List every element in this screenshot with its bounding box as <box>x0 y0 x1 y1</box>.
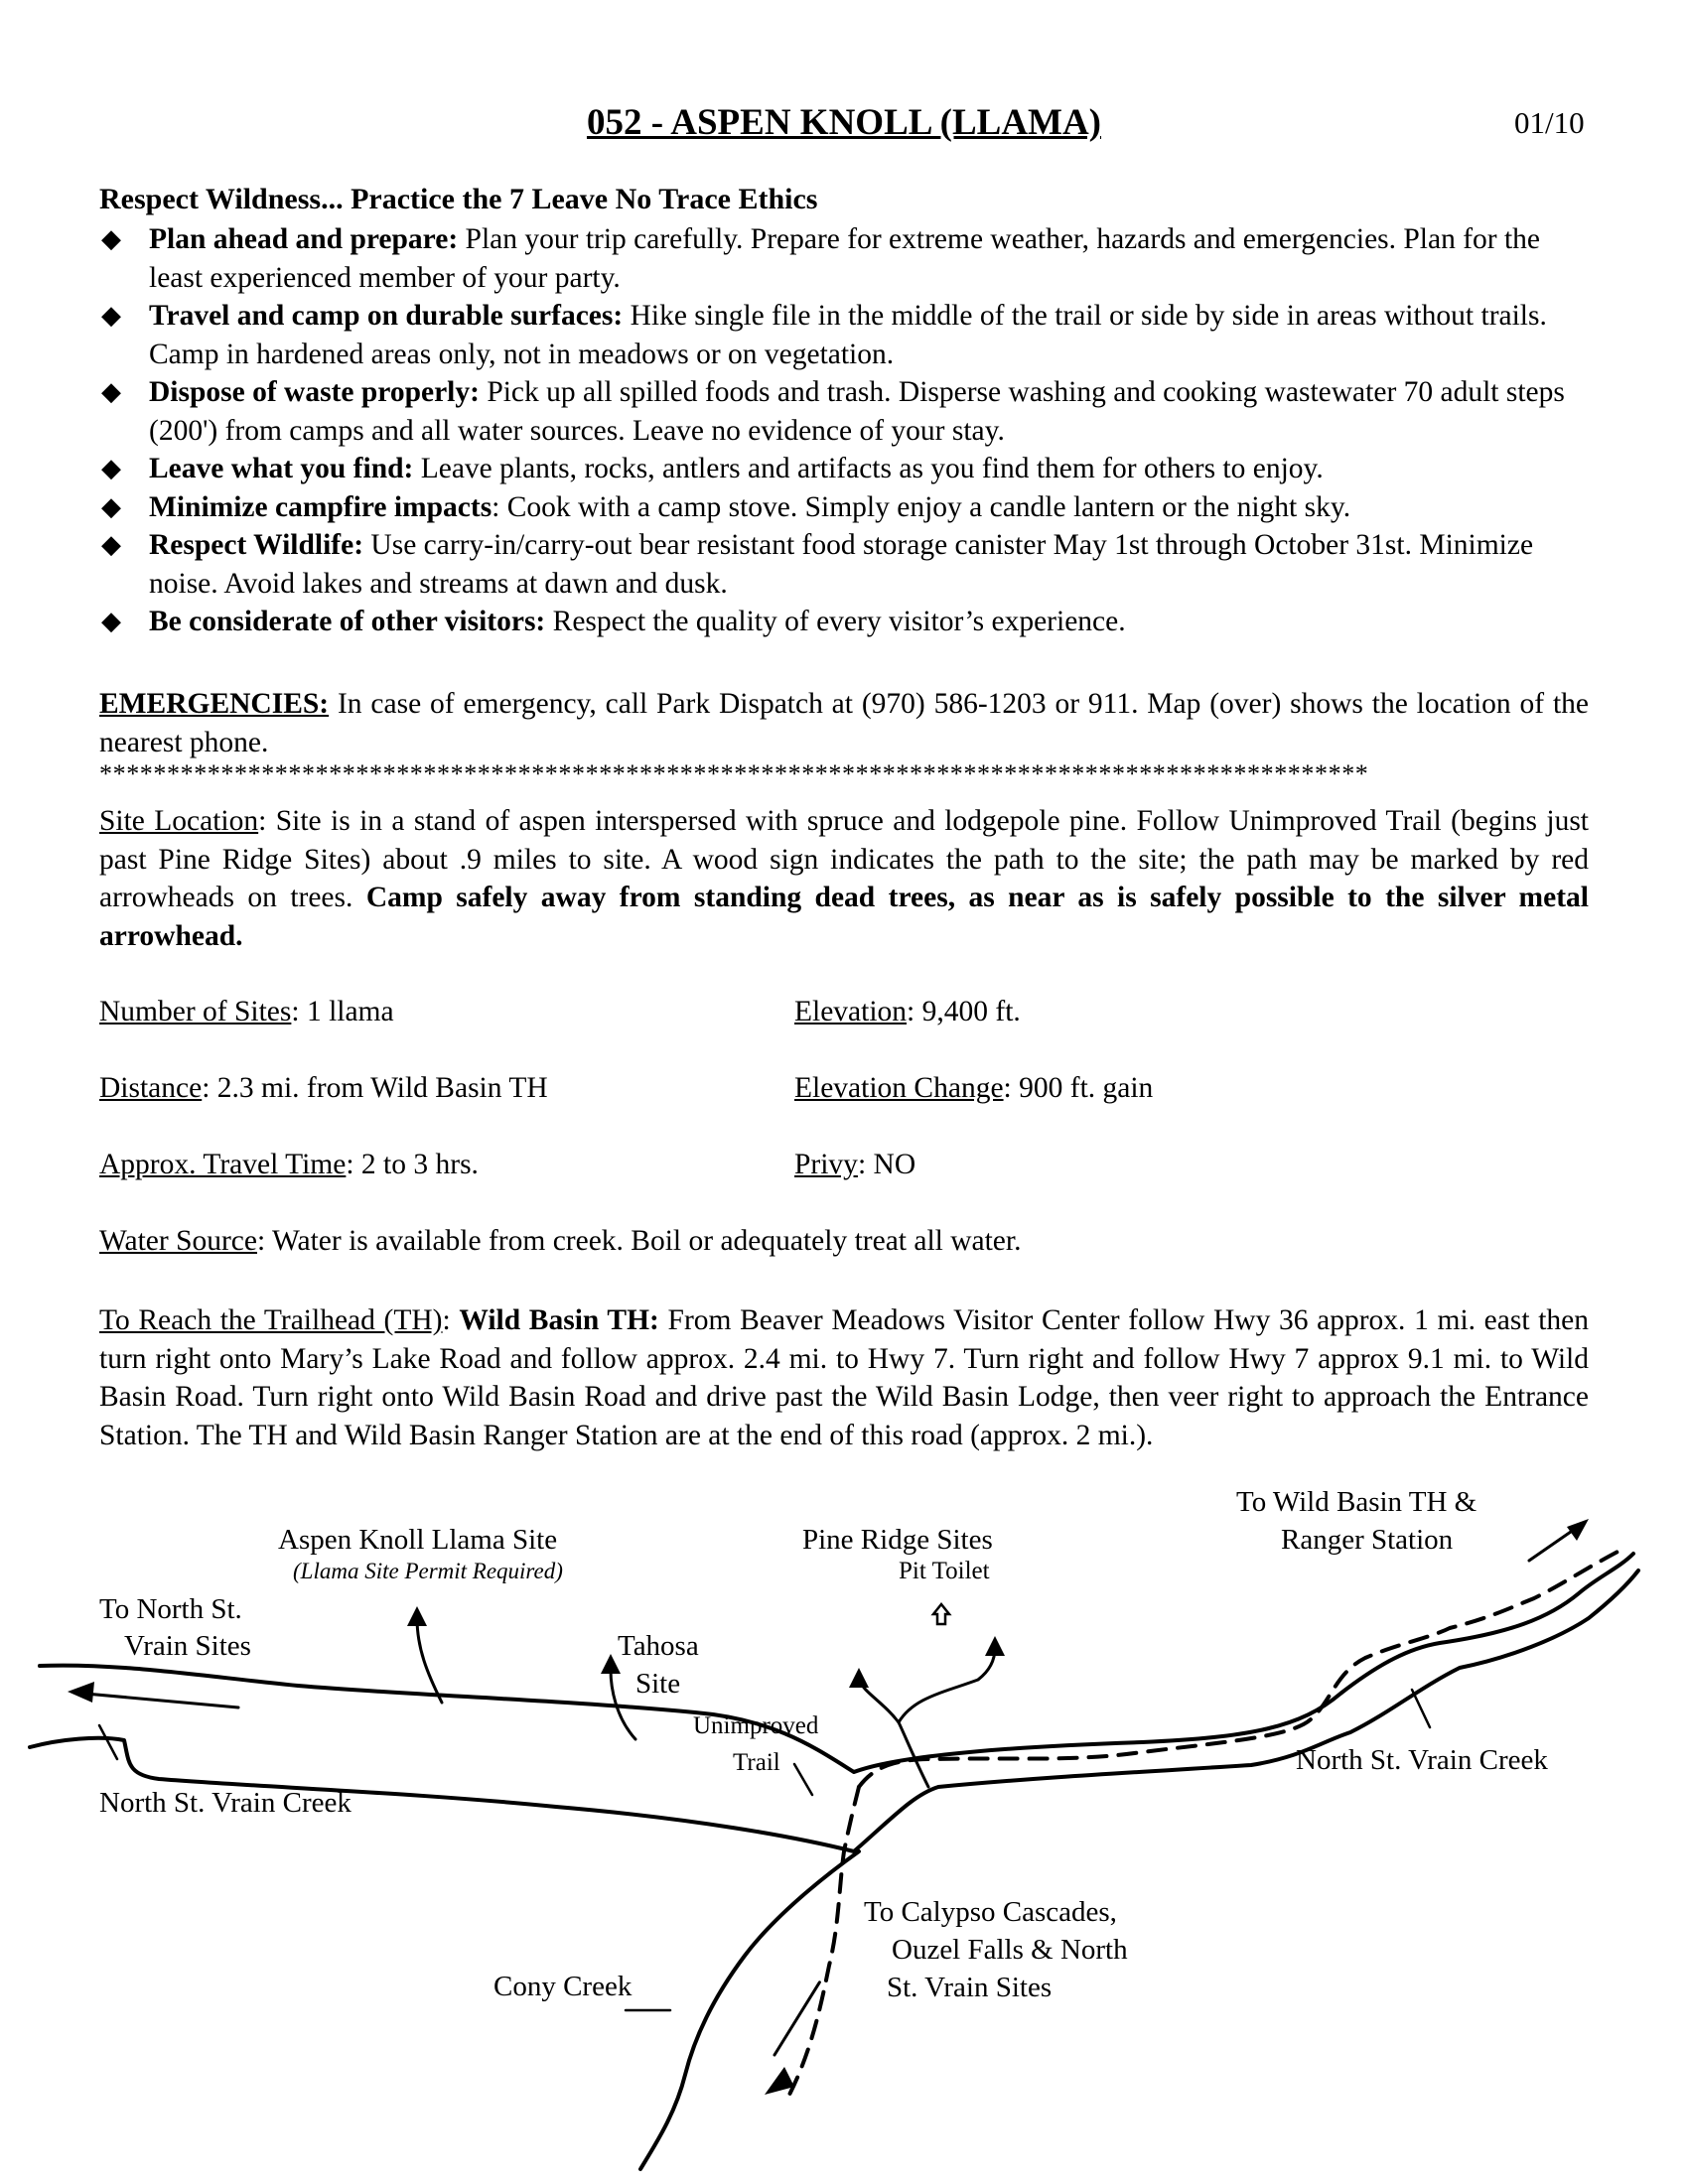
ethic-other-visitors <box>99 603 1589 641</box>
cony-creek <box>640 1851 859 2169</box>
trailhead-colon: : <box>442 1304 460 1336</box>
pine-ridge-site-icon <box>985 1636 1005 1656</box>
emergencies-text: In case of emergency, call Park Dispatch at (970) 586-1203 or 911. Map (over) shows the location of the nearest phone. <box>99 688 1589 758</box>
diamond-bullet-icon: ◆ <box>101 530 121 559</box>
diamond-bullet-icon: ◆ <box>101 301 121 330</box>
leader-line <box>794 1764 812 1795</box>
trailhead-section <box>99 1301 1589 1454</box>
north-st-vrain-sites-label-2: Vrain Sites <box>124 1630 251 1662</box>
ethic-label: Travel and camp on durable surfaces: <box>149 300 624 332</box>
ethic-wildlife <box>99 526 1589 603</box>
emergencies-label: EMERGENCIES: <box>99 688 330 720</box>
field-value: : Water is available from creek. Boil or adequately treat all water. <box>256 1225 1022 1257</box>
creek-left-label: North St. Vrain Creek <box>99 1787 352 1819</box>
leader-line <box>99 1725 117 1759</box>
leave-no-trace-heading: Respect Wildness... Practice the 7 Leave No Trace Ethics <box>99 183 818 215</box>
ethic-text: : Cook with a camp stove. Simply enjoy a candle lantern or the night sky. <box>492 490 1351 523</box>
diamond-bullet-icon: ◆ <box>101 224 121 253</box>
site-location-text: : Site is in a stand of aspen interspersed with spruce and lodgepole pine. Follow Unimproved Trail (begins just past Pine Ridge Sites) about .9 miles to site. A wood sign indicates the path to the site; the path may be marked by red arrowheads on trees. <box>99 805 1589 913</box>
north-st-vrain-sites-label: To North St. <box>99 1593 242 1625</box>
ethic-label: Leave what you find: <box>149 453 414 484</box>
site-location-warning: Camp safely away from standing dead trees, as near as is safely possible to the silver metal arrowhead. <box>99 882 1589 952</box>
pine-ridge-spur <box>859 1680 928 1787</box>
arrow-northeast-icon <box>1567 1519 1589 1541</box>
field-value: : NO <box>857 1149 916 1180</box>
calypso-label-3: St. Vrain Sites <box>887 1972 1053 2003</box>
arrow-west-icon <box>68 1682 94 1703</box>
privy <box>794 1149 915 1181</box>
cony-creek-label: Cony Creek <box>493 1971 633 2002</box>
field-label: Elevation Change <box>794 1072 1004 1104</box>
ethic-label: Be considerate of other visitors: <box>149 606 546 637</box>
revision-date: 01/10 <box>1514 105 1585 140</box>
unimproved-trail-label: Unimproved <box>693 1712 819 1739</box>
ethic-text: Leave plants, rocks, antlers and artifacts as you find them for others to enjoy. <box>413 453 1324 484</box>
calypso-label: To Calypso Cascades, <box>864 1896 1117 1928</box>
field-value: : 1 llama <box>291 996 394 1027</box>
aspen-knoll-site-icon <box>407 1606 427 1626</box>
calypso-trail <box>789 1787 859 2095</box>
trailhead-name: Wild Basin TH: <box>459 1304 659 1336</box>
travel-time <box>99 1149 479 1181</box>
pine-ridge-site-icon <box>849 1668 869 1688</box>
separator-line: ********************************************************************************************** <box>99 759 1369 788</box>
elevation <box>794 996 1021 1028</box>
number-of-sites <box>99 996 394 1028</box>
tahosa-site-label: Site <box>635 1668 681 1700</box>
diamond-bullet-icon: ◆ <box>101 607 121 635</box>
calypso-label-2: Ouzel Falls & North <box>892 1934 1128 1966</box>
ethic-campfire <box>99 488 1589 527</box>
pine-ridge-label: Pine Ridge Sites <box>802 1524 993 1556</box>
ethic-label: Minimize campfire impacts <box>149 490 492 523</box>
ranger-station-label: Ranger Station <box>1281 1524 1454 1556</box>
pine-ridge-spur <box>899 1648 995 1722</box>
leave-no-trace-list <box>99 220 1589 641</box>
trailhead-directions: From Beaver Meadows Visitor Center follow Hwy 36 approx. 1 mi. east then turn right onto Mary’s Lake Road and follow approx. 2.4 mi. to Hwy 7. Turn right and follow Hwy 7 approx 9.1 mi. to Wild Basin Road. Turn right onto Wild Basin Road and drive past the Wild Basin Lodge, then veer right to approach the Entrance Station. The TH and Wild Basin Ranger Station are at the end of this road (approx. 2 mi.). <box>99 1304 1589 1451</box>
wild-basin-th-label: To Wild Basin TH & <box>1236 1486 1477 1518</box>
distance <box>99 1072 548 1105</box>
field-label: Distance <box>99 1072 203 1104</box>
diamond-bullet-icon: ◆ <box>101 377 121 406</box>
field-label: Number of Sites <box>99 996 292 1027</box>
ethic-durable-surfaces <box>99 297 1589 373</box>
site-location-section <box>99 802 1589 955</box>
field-label: Approx. Travel Time <box>99 1149 347 1180</box>
ethic-plan-ahead <box>99 220 1589 297</box>
ethic-leave-what-you-find <box>99 450 1589 488</box>
field-label: Water Source <box>99 1225 257 1257</box>
pit-toilet-icon <box>933 1604 949 1624</box>
ethic-text: Respect the quality of every visitor’s experience. <box>545 606 1126 637</box>
field-label: Privy <box>794 1149 858 1180</box>
field-value: : 900 ft. gain <box>1003 1072 1154 1104</box>
aspen-knoll-spur <box>417 1618 442 1703</box>
page-title: 052 - ASPEN KNOLL (LLAMA) <box>586 102 1102 143</box>
ethic-label: Respect Wildlife: <box>149 529 364 561</box>
field-value: : 2.3 mi. from Wild Basin TH <box>202 1072 548 1104</box>
aspen-knoll-label: Aspen Knoll Llama Site <box>278 1524 558 1556</box>
arrow-west-line <box>74 1693 238 1707</box>
trailhead-label: To Reach the Trailhead (TH) <box>99 1304 443 1336</box>
field-value: : 2 to 3 hrs. <box>346 1149 479 1180</box>
ethic-text: Pick up all spilled foods and trash. Disperse washing and cooking wastewater 70 adult steps (200') from camps and all water sources. Leave no evidence of your stay. <box>149 376 1565 447</box>
ethic-label: Dispose of waste properly: <box>149 376 480 408</box>
elevation-change <box>794 1072 1153 1105</box>
diamond-bullet-icon: ◆ <box>101 454 121 482</box>
emergencies-section <box>99 685 1589 761</box>
ethic-text: Use carry-in/carry-out bear resistant food storage canister May 1st through October 31st. Minimize noise. Avoid lakes and streams at dawn and dusk. <box>149 529 1534 600</box>
creek-upper-bank <box>40 1554 1633 1772</box>
diamond-bullet-icon: ◆ <box>101 491 121 521</box>
field-value: : 9,400 ft. <box>907 996 1021 1027</box>
ethic-dispose-waste <box>99 373 1589 450</box>
site-location-label: Site Location <box>99 805 259 837</box>
tahosa-label: Tahosa <box>618 1630 699 1662</box>
water-source <box>99 1225 1021 1258</box>
unimproved-trail-label-2: Trail <box>733 1749 780 1776</box>
ethic-text: Hike single file in the middle of the trail or side by side in areas without trails. Camp in hardened areas only, not in meadows or on vegetation. <box>149 300 1547 370</box>
permit-note-label: (Llama Site Permit Required) <box>293 1559 563 1583</box>
ethic-label: Plan ahead and prepare: <box>149 223 459 255</box>
leader-line <box>1412 1690 1430 1727</box>
arrow-south-line <box>774 1977 819 2060</box>
ethic-text: Plan your trip carefully. Prepare for extreme weather, hazards and emergencies. Plan for the least experienced member of your party. <box>149 223 1541 294</box>
trail-map <box>0 1459 1688 2184</box>
pit-toilet-label: Pit Toilet <box>899 1558 990 1584</box>
creek-right-label: North St. Vrain Creek <box>1296 1744 1548 1776</box>
field-label: Elevation <box>794 996 908 1027</box>
